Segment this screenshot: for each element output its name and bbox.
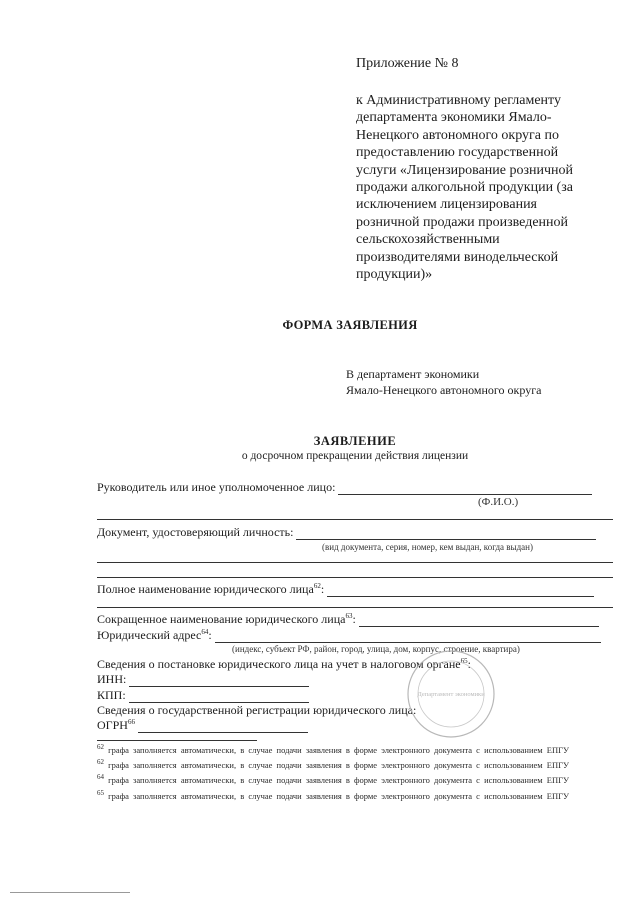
addressee-line-2: Ямало-Ненецкого автономного округа (346, 383, 542, 397)
full-name-field (97, 582, 594, 597)
id-document-hint: (вид документа, серия, номер, кем выдан, когда выдан) (322, 542, 533, 552)
short-name-label: Сокращенное наименование юридического лица$^{63}$: (97, 612, 356, 626)
annex-title: Приложение № 8 (356, 56, 459, 71)
addressee-line-1: В департамент экономики (346, 367, 480, 381)
footnote-item: $^{62}$ графа заполняется автоматически, в случае подачи заявления в форме электронного документа с использованием ЕПГУ (97, 743, 570, 755)
kpp-label: КПП: (97, 688, 126, 702)
seal-stamp (405, 648, 497, 740)
annex-body: к Административному регламенту департамента экономики Ямало-Ненецкого автономного округа по предоставлению государственной услуги «Лицензирование розничной продажи алкогольной продукции (за исключением лицензирования розничной продажи произведенной сельскохозяйственными производителями винодельческой продукции)» (356, 93, 574, 283)
footnote-item: $^{65}$ графа заполняется автоматически, в случае подачи заявления в форме электронного документа с использованием ЕПГУ (97, 788, 570, 801)
inn-label: ИНН: (97, 672, 127, 686)
head-hint: (Ф.И.О.) (478, 496, 519, 508)
tax-registration-label: Сведения о постановке юридического лица на учет в налоговом органе$^{65}$: (97, 657, 471, 671)
id-document-field (97, 525, 596, 540)
footnote-item: $^{64}$ графа заполняется автоматически, в случае подачи заявления в форме электронного документа с использованием ЕПГУ (97, 773, 570, 786)
short-name-ref: 63 (345, 612, 353, 620)
id-document-line-2[interactable] (97, 562, 613, 563)
legal-address-field (97, 628, 601, 643)
footnote-item: $^{62}$ графа заполняется автоматически, в случае подачи заявления в форме электронного документа с использованием ЕПГУ (97, 758, 570, 771)
full-name-ref: 62 (313, 582, 321, 590)
footnotes (97, 745, 613, 806)
ogrn-input-line[interactable] (138, 720, 308, 733)
kpp-input-line[interactable] (129, 690, 309, 703)
legal-address-ref: 64 (201, 628, 209, 636)
legal-address-label: Юридический адрес$^{64}$: (97, 628, 212, 642)
head-field (97, 480, 592, 495)
inn-input-line[interactable] (129, 674, 309, 687)
footnote-separator (97, 740, 257, 741)
state-registration-field (97, 703, 416, 718)
state-registration-label: Сведения о государственной регистрации юридического лица: (97, 703, 417, 717)
ogrn-field (97, 718, 308, 733)
id-document-input-line[interactable] (296, 527, 596, 540)
seal-text: Департамент экономики (417, 691, 485, 698)
tax-registration-ref: 65 (460, 657, 468, 665)
ogrn-ref: 66 (127, 718, 135, 726)
short-name-input-line[interactable] (359, 614, 599, 627)
id-document-label: Документ, удостоверяющий личность: (97, 525, 294, 539)
short-name-field (97, 612, 599, 627)
head-extra-line[interactable] (97, 519, 613, 520)
form-title: ФОРМА ЗАЯВЛЕНИЯ (282, 318, 418, 332)
application-title: ЗАЯВЛЕНИЕ (313, 434, 397, 448)
ogrn-label: ОГРН$^{66}$ (97, 718, 135, 732)
head-input-line[interactable] (338, 482, 592, 495)
full-name-input-line[interactable] (327, 584, 594, 597)
full-name-label: Полное наименование юридического лица$^{62}$: (97, 582, 325, 596)
full-name-line-2[interactable] (97, 607, 613, 608)
id-document-line-3[interactable] (97, 577, 613, 578)
inn-field (97, 672, 309, 687)
legal-address-input-line[interactable] (215, 630, 601, 643)
kpp-field (97, 688, 309, 703)
legal-address-hint: (индекс, субъект РФ, район, город, улица, дом, корпус, строение, квартира) (232, 644, 520, 654)
addressee (346, 366, 541, 398)
application-subtitle: о досрочном прекращении действия лицензии (241, 450, 469, 462)
head-label: Руководитель или иное уполномоченное лицо: (97, 480, 336, 494)
scan-edge-line (10, 892, 130, 893)
